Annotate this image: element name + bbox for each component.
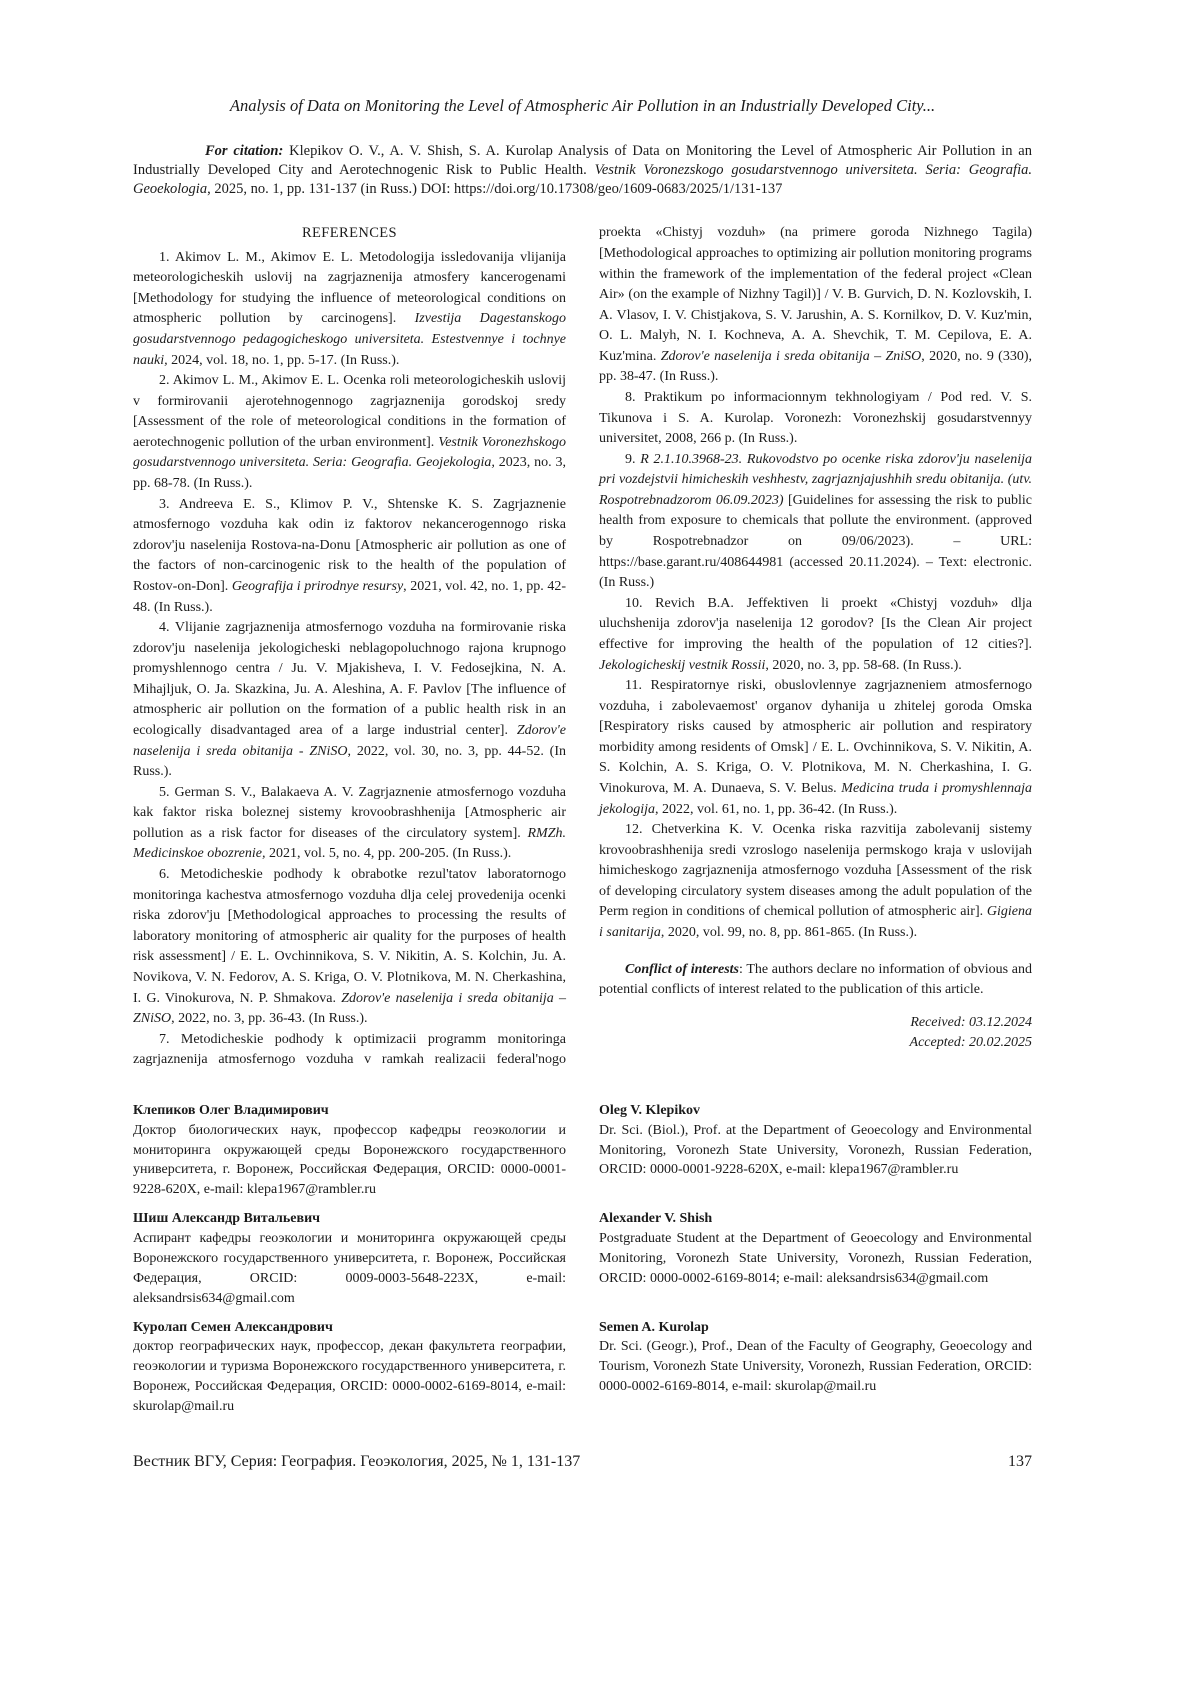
author-block-en (599, 1318, 1032, 1417)
reference-item: 5. German S. V., Balakaeva A. V. Zagrjaznenie atmosfernogo vozduha kak faktor riska boleznej sistemy krovoobrashhenija [Atmospheric air pollution as a risk factor for diseases of the circulatory system]. RMZh. Medicinskoe obozrenie, 2021, vol. 5, no. 4, pp. 200-205. (In Russ.). (133, 784, 566, 862)
reference-item: 6. Metodicheskie podhody k obrabotke rezul'tatov laboratornogo monitoringa kachestva atmosfernogo vozduha dlja celej provedenija ocenki riska zdorov'ju [Methodological approaches to processing the results of laboratory monitoring of atmospheric air quality for the purposes of health risk assessment] / E. L. Ovchinnikova, S. V. Nikitin, A. S. Kolchin, Ju. A. Novikova, V. N. Fedorov, A. S. Kriga, O. V. Plotnikova, M. N. Cherkashina, I. G. Vinokurova, N. P. Shmakova. Zdorov'e naselenija i sreda obitanija – ZNiSO, 2022, no. 3, pp. 36-43. (In Russ.). (133, 867, 566, 1027)
dates-block (599, 1013, 1032, 1054)
reference-item: 1. Akimov L. M., Akimov E. L. Metodologija issledovanija vlijanija meteorologicheskih uslovij na zagrjaznenija atmosfery kancerogenami [Methodology for studying the influence of meteorological conditions on atmospheric pollution by carcinogens]. Izvestija Dagestanskogo gosudarstvennogo pedagogicheskogo universiteta. Estestvennye i tochnye nauki, 2024, vol. 18, no. 1, pp. 5-17. (In Russ.). (133, 249, 567, 368)
author-block-en (599, 1209, 1032, 1308)
reference-item: 11. Respiratornye riski, obuslovlennye zagrjazneniem atmosfernogo vozduha, i zabolevaemost' organov dyhanija u zhitelej goroda Omska [Respiratory risks caused by atmospheric air pollution and respiratory morbidity among residents of Omsk] / E. L. Ovchinnikova, S. V. Nikitin, A. S. Kolchin, A. S. Kriga, O. V. Plotnikova, M. N. Cherkashina, I. G. Vinokurova, M. A. Dunaeva, S. V. Belus. Medicina truda i promyshlennaja jekologija, 2022, vol. 61, no. 1, pp. 36-42. (In Russ.). (599, 678, 1032, 817)
author-bio-ru: Доктор биологических наук, профессор кафедры геоэкологии и мониторинга окружающей среды Воронежского государственного университета, г. Воронеж, Российская Федерация, ORCID: 0000-0001-9228-620X, e-mail: klepa1967@rambler.ru (133, 1122, 566, 1198)
author-name-ru: Шиш Александр Витальевич (133, 1211, 321, 1227)
reference-item: 12. Chetverkina K. V. Ocenka riska razvitija zabolevanij sistemy krovoobrashhenija sredi vzroslogo naselenija permskogo kraja v uslovijah himicheskogo zagrjaznenija atmosfernogo vozduha [Assessment of the risk of developing circulatory system diseases among the adult population of the Perm region in conditions of chemical pollution of atmospheric air]. Gigiena i sanitarija, 2020, vol. 99, no. 8, pp. 861-865. (In Russ.). (599, 822, 1032, 941)
author-bio-en: Dr. Sci. (Geogr.), Prof., Dean of the Faculty of Geography, Geoecology and Tourism, Voronezh State University, Voronezh, Russian Federation, ORCID: 0000-0002-6169-8014, e-mail: skurolap@mail.ru (599, 1339, 1032, 1395)
author-bio-ru: Аспирант кафедры геоэкологии и мониторинга окружающей среды Воронежского государственного университета, г. Воронеж, Российская Федерация, ORCID: 0009-0003-5648-223X, e-mail: aleksandrsis634@gmail.com (133, 1231, 566, 1306)
conflict-of-interests: Conflict of interests: The authors declare no information of obvious and potential conflicts of interest related to the publication of this article. (599, 961, 1032, 998)
author-block-ru (133, 1101, 566, 1200)
author-block-en (599, 1101, 1032, 1200)
footer-page-number: 137 (1008, 1452, 1032, 1470)
page-footer (133, 1453, 1032, 1471)
reference-item: 10. Revich B.A. Jeffektiven li proekt «Chistyj vozduh» dlja uluchshenija zdorov'ja naselenija 12 gorodov? [Is the Clean Air project effective for improving the health of the population of 12 cities?]. Jekologicheskij vestnik Rossii, 2020, no. 3, pp. 58-68. (In Russ.). (599, 595, 1032, 673)
author-name-en: Oleg V. Klepikov (599, 1102, 701, 1118)
author-bio-en: Postgraduate Student at the Department of Geoecology and Environmental Monitoring, Voronezh State University, Voronezh, Russian Federation, ORCID: 0000-0002-6169-8014; e-mail: aleksandrsis634@gmail.com (599, 1231, 1032, 1286)
author-bio-en: Dr. Sci. (Biol.), Prof. at the Department of Geoecology and Environmental Monitoring, Voronezh State University, Voronezh, Russian Federation, ORCID: 0000-0001-9228-620X, e-mail: klepa1967@rambler.ru (599, 1122, 1032, 1178)
reference-item: 7. Metodicheskie podhody k optimizacii programm monitoringa zagrjaznenija atmosfernogo vozduha v ramkah realizacii federal'nogo proekta «Chistyj vozduh» (na primere goroda Nizhnego Tagila) [Methodological approaches to optimizing air pollution monitoring programs within the framework of the implementation of the federal project «Clean Air» (on the example of Nizhny Tagil)] / V. B. Gurvich, D. N. Kozlovskih, I. A. Vlasov, I. V. Chistjakova, S. V. Jarushin, A. S. Kornilkov, D. V. Kuz'min, O. L. Malyh, N. I. Kochneva, A. A. Shevchik, T. M. Cepilova, E. A. Kuz'mina. Zdorov'e naselenija i sreda obitanija – ZniSO, 2020, no. 9 (330), pp. 38-47. (In Russ.). (133, 225, 1032, 1068)
author-block-ru (133, 1209, 566, 1308)
references-heading: REFERENCES (301, 225, 398, 242)
author-name-ru: Куролап Семен Александрович (133, 1319, 333, 1335)
reference-item: 8. Praktikum po informacionnym tekhnologiyam / Pod red. V. S. Tikunova i S. A. Kurolap. Voronezh: Voronezhskij gosudarstvennyy universitet, 2008, 266 p. (In Russ.). (599, 390, 1032, 447)
received-date: Received: 03.12.2024 (910, 1014, 1032, 1030)
footer-journal-line: Вестник ВГУ, Серия: География. Геоэкология, 2025, № 1, 131-137 (133, 1452, 581, 1470)
reference-item: 3. Andreeva E. S., Klimov P. V., Shtenske K. S. Zagrjaznenie atmosfernogo vozduha kak odin iz faktorov nekancerogennogo riska zdorov'ju naselenija Rostova-na-Donu [Atmospheric air pollution as one of the factors of non-carcinogenic risk to the health of the population of Rostov-on-Don]. Geografija i prirodnye resursy, 2021, vol. 42, no. 1, pp. 42-48. (In Russ.). (133, 496, 566, 615)
author-name-en: Semen A. Kurolap (599, 1319, 709, 1335)
citation-paragraph: For citation: Klepikov O. V., A. V. Shish, S. A. Kurolap Analysis of Data on Monitoring the Level of Atmospheric Air Pollution in an Industrially Developed City and Aerotechnogenic Risk to Public Health. Vestnik Voronezskogo gosudarstvennogo universiteta. Seria: Geografia. Geoekologia, 2025, no. 1, pp. 131-137 (in Russ.) DOI: https://doi.org/10.17308/geo/1609-0683/2025/1/131-137 (133, 143, 1032, 198)
accepted-date: Accepted: 20.02.2025 (909, 1035, 1032, 1051)
reference-item: 9. R 2.1.10.3968-23. Rukovodstvo po ocenke riska zdorov'ju naselenija pri vozdejstvii himicheskih veshhestv, zagrjaznjajushhih sredu obitanija. (utv. Rospotrebnadzorom 06.09.2023) [Guidelines for assessing the risk to public health from exposure to chemicals that pollute the environment. (approved by Rospotrebnadzor on 09/06/2023). – URL: https://base.garant.ru/408644981 (accessed 20.11.2024). – Text: electronic. (In Russ.) (599, 451, 1032, 591)
reference-item: 4. Vlijanie zagrjaznenija atmosfernogo vozduha na formirovanie riska zdorov'ju naselenija jekologicheski neblagopoluchnogo rajona krupnogo promyshlennogo centra / Ju. V. Mjakisheva, I. V. Fedosejkina, N. A. Mihajljuk, O. Ja. Skazkina, Ju. A. Aleshina, A. F. Pavlov [The influence of atmospheric air pollution on the formation of a public health risk in an ecologically disadvantaged area of a large industrial center]. Zdorov'e naselenija i sreda obitanija - ZNiSO, 2022, vol. 30, no. 3, pp. 44-52. (In Russ.). (133, 620, 566, 780)
author-name-en: Alexander V. Shish (599, 1211, 713, 1227)
authors-section (133, 1101, 1032, 1417)
references-list (133, 223, 1032, 1070)
running-head: Analysis of Data on Monitoring the Level of Atmospheric Air Pollution in an Industrially Developed City... (229, 96, 936, 115)
author-bio-ru: доктор географических наук, профессор, декан факультета географии, геоэкологии и туризма Воронежского государственного университета, г. Воронеж, Российская Федерация, ORCID: 0000-0002-6169-8014, e-mail: skurolap@mail.ru (133, 1339, 566, 1415)
references-section (133, 223, 1032, 1070)
author-block-ru (133, 1318, 566, 1417)
page-header (133, 96, 1032, 116)
reference-item: 2. Akimov L. M., Akimov E. L. Ocenka roli meteorologicheskih uslovij v formirovanii ajerotehnogennogo zagrjaznenija gorodskoj sredy [Assessment of the role of meteorological conditions in the formation of aerotechnogenic pollution of the urban environment]. Vestnik Voronezhskogo gosudarstvennogo universiteta. Seria: Geografia. Geojekologia, 2023, no. 3, pp. 68-78. (In Russ.). (133, 373, 566, 492)
author-name-ru: Клепиков Олег Владимирович (133, 1102, 329, 1118)
